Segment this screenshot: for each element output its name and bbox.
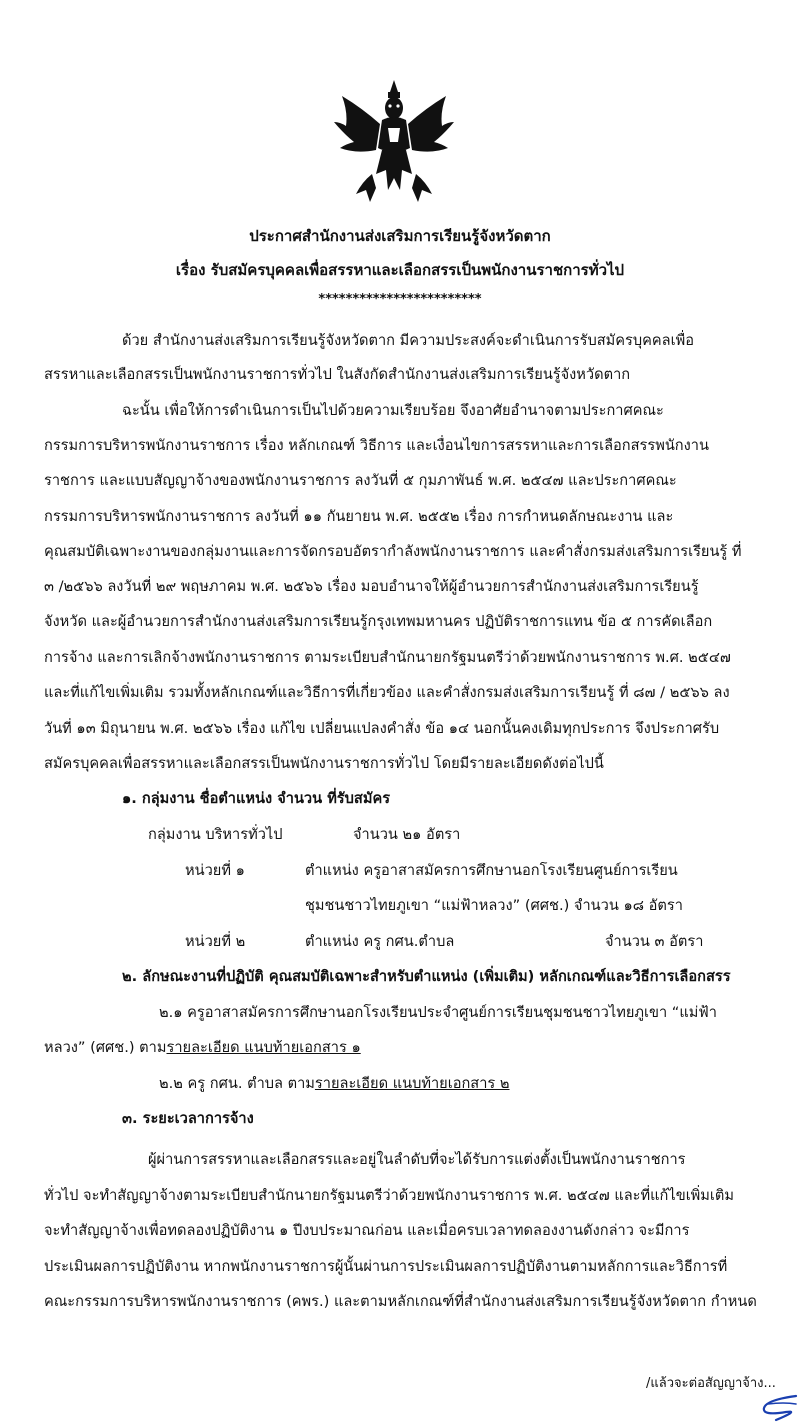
section1-group-count: จำนวน ๒๑ อัตรา — [353, 826, 461, 843]
para2-line-10: วันที่ ๑๓ มิถุนายน พ.ศ. ๒๕๖๖ เรื่อง แก้ไข เปลี่ยนแปลงคำสั่ง ข้อ ๑๔ นอกนั้นคงเดิมทุกประการ จึงประกาศรับ — [44, 720, 720, 737]
section3-line-4: ประเมินผลการปฏิบัติงาน หากพนักงานราชการผู้นั้นผ่านการประเมินผลการปฏิบัติงานตามหลักการและวิธีการที่ — [44, 1258, 728, 1275]
unit1-label: หน่วยที่ ๑ — [185, 862, 245, 879]
section3-line-5: คณะกรรมการบริหารพนักงานราชการ (คพร.) และตามหลักเกณฑ์ที่สำนักงานส่งเสริมการเรียนรู้จังหวัดตาก กำหนด — [44, 1293, 757, 1310]
attachment-2-link[interactable]: รายละเอียด แนบท้ายเอกสาร ๒ — [314, 1075, 510, 1092]
para2-line-2: กรรมการบริหารพนักงานราชการ เรื่อง หลักเกณฑ์ วิธีการ และเงื่อนไขการสรรหาและการเลือกสรรพนักงาน — [44, 437, 709, 454]
section2-item1-line-2 — [44, 1038, 361, 1058]
para2-line-3: ราชการ และแบบสัญญาจ้างของพนักงานราชการ ลงวันที่ ๕ กุมภาพันธ์ พ.ศ. ๒๕๔๗ และประกาศคณะ — [44, 472, 677, 489]
para2-line-9: และที่แก้ไขเพิ่มเติม รวมทั้งหลักเกณฑ์และวิธีการที่เกี่ยวข้อง และคำสั่งกรมส่งเสริมการเรียนรู้ ที่ ๘๗ / ๒๕๖๖ ลง — [44, 684, 730, 701]
announcement-subject: เรื่อง รับสมัครบุคคลเพื่อสรรหาและเลือกสรรเป็นพนักงานราชการทั่วไป — [175, 261, 625, 279]
section3-heading: ๓. ระยะเวลาการจ้าง — [122, 1110, 254, 1127]
section2-heading: ๒. ลักษณะงานที่ปฏิบัติ คุณสมบัติเฉพาะสำหรับตำแหน่ง (เพิ่มเติม) หลักเกณฑ์และวิธีการเลือกสรร — [122, 968, 731, 985]
para2-line-1: ฉะนั้น เพื่อให้การดำเนินการเป็นไปด้วยความเรียบร้อย จึงอาศัยอำนาจตามประกาศคณะ — [122, 402, 664, 419]
para2-line-7: จังหวัด และผู้อำนวยการสำนักงานส่งเสริมการเรียนรู้กรุงเทพมหานคร ปฏิบัติราชการแทน ข้อ ๕ การคัดเลือก — [44, 613, 713, 630]
para2-line-5: คุณสมบัติเฉพาะงานของกลุ่มงานและการจัดกรอบอัตรากำลังพนักงานราชการ และคำสั่งกรมส่งเสริมการเรียนรู้ ที่ — [44, 543, 742, 560]
section2-item1-prefix: หลวง” (ศศช.) ตาม — [44, 1039, 167, 1056]
section1-group-label: กลุ่มงาน บริหารทั่วไป — [148, 826, 283, 843]
section2-item1-line-1: ๒.๑ ครูอาสาสมัครการศึกษานอกโรงเรียนประจำศูนย์การเรียนชุมชนชาวไทยภูเขา “แม่ฟ้า — [159, 1004, 717, 1021]
unit2-count: จำนวน ๓ อัตรา — [605, 933, 704, 950]
separator-stars: ************************ — [318, 292, 482, 307]
para2-line-11: สมัครบุคคลเพื่อสรรหาและเลือกสรรเป็นพนักงานราชการทั่วไป โดยมีรายละเอียดดังต่อไปนี้ — [44, 755, 604, 772]
section3-line-1: ผู้ผ่านการสรรหาและเลือกสรรและอยู่ในลำดับที่จะได้รับการแต่งตั้งเป็นพนักงานราชการ — [148, 1151, 686, 1168]
section3-line-2: ทั่วไป จะทำสัญญาจ้างตามระเบียบสำนักนายกรัฐมนตรีว่าด้วยพนักงานราชการ พ.ศ. ๒๕๔๗ และที่แก้ไขเพิ่มเติม — [44, 1187, 735, 1204]
announcement-title: ประกาศสำนักงานส่งเสริมการเรียนรู้จังหวัดตาก — [249, 227, 551, 245]
section1-heading: ๑. กลุ่มงาน ชื่อตำแหน่ง จำนวน ที่รับสมัคร — [122, 790, 391, 807]
unit2-label: หน่วยที่ ๒ — [185, 933, 246, 950]
garuda-emblem-icon — [332, 78, 456, 208]
para2-line-6: ๓ /๒๕๖๖ ลงวันที่ ๒๙ พฤษภาคม พ.ศ. ๒๕๖๖ เรื่อง มอบอำนาจให้ผู้อำนวยการสำนักงานส่งเสริมการเรียนรู้ — [44, 578, 699, 595]
intro-line-2: สรรหาและเลือกสรรเป็นพนักงานราชการทั่วไป ในสังกัดสำนักงานส่งเสริมการเรียนรู้จังหวัดตาก — [44, 366, 631, 383]
unit2-position: ตำแหน่ง ครู กศน.ตำบล — [305, 933, 455, 950]
signature-mark-icon — [756, 1392, 800, 1422]
unit1-position-line-1: ตำแหน่ง ครูอาสาสมัครการศึกษานอกโรงเรียนศูนย์การเรียน — [305, 862, 678, 879]
section2-item2-prefix: ๒.๒ ครู กศน. ตำบล ตาม — [159, 1075, 315, 1092]
para2-line-4: กรรมการบริหารพนักงานราชการ ลงวันที่ ๑๑ กันยายน พ.ศ. ๒๕๕๒ เรื่อง การกำหนดลักษณะงาน และ — [44, 508, 674, 525]
attachment-1-link[interactable]: รายละเอียด แนบท้ายเอกสาร ๑ — [166, 1039, 361, 1056]
intro-line-1: ด้วย สำนักงานส่งเสริมการเรียนรู้จังหวัดตาก มีความประสงค์จะดำเนินการรับสมัครบุคคลเพื่อ — [122, 332, 694, 349]
continuation-note: /แล้วจะต่อสัญญาจ้าง... — [646, 1376, 776, 1391]
unit1-position-line-2: ชุมชนชาวไทยภูเขา “แม่ฟ้าหลวง” (ศศช.) จำนวน ๑๘ อัตรา — [305, 897, 683, 914]
section3-line-3: จะทำสัญญาจ้างเพื่อทดลองปฏิบัติงาน ๑ ปีงบประมาณก่อน และเมื่อครบเวลาทดลองงานดังกล่าว จะมีการ — [44, 1222, 690, 1239]
section2-item2 — [159, 1074, 510, 1094]
para2-line-8: การจ้าง และการเลิกจ้างพนักงานราชการ ตามระเบียบสำนักนายกรัฐมนตรีว่าด้วยพนักงานราชการ พ.ศ. ๒๕๔๗ — [44, 649, 731, 666]
